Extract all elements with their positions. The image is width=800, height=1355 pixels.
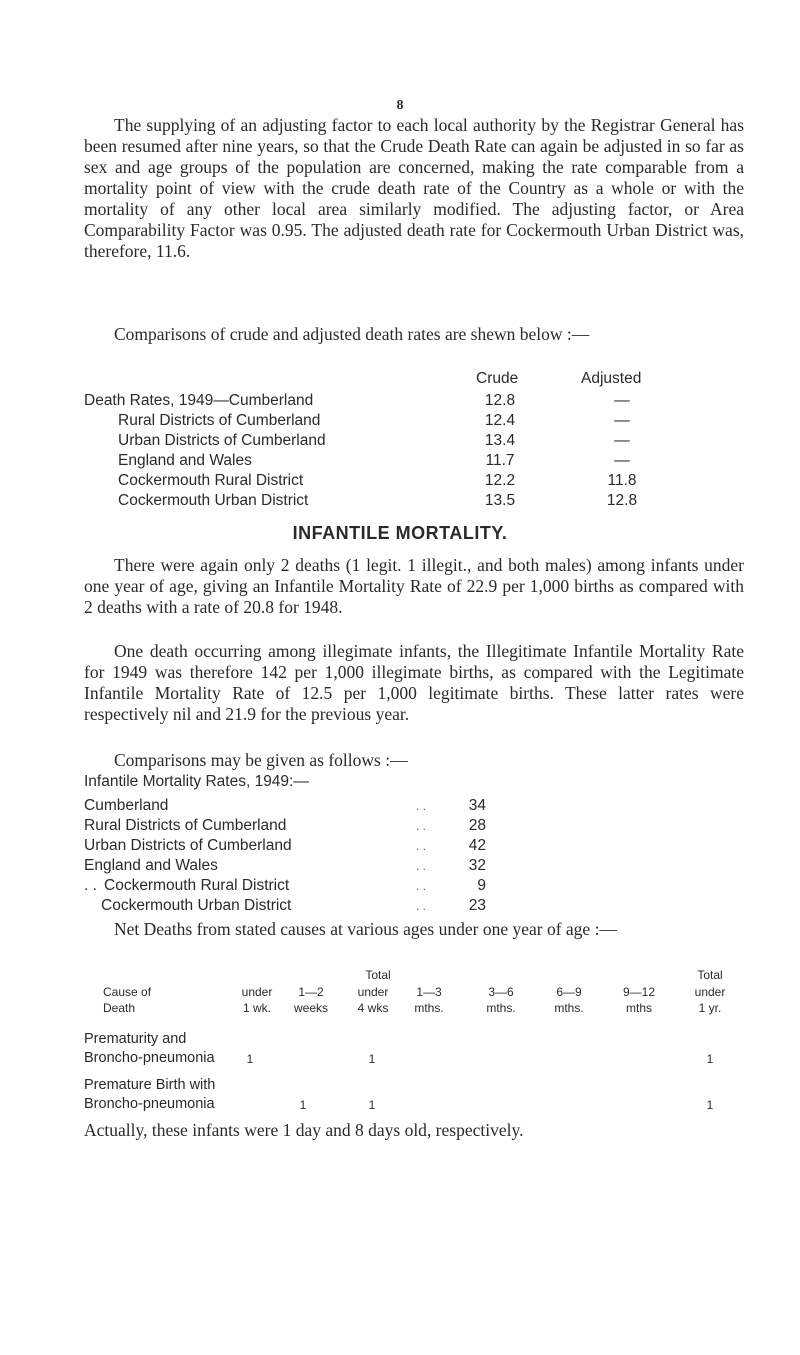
imr-value: 9 (477, 877, 486, 894)
death-rate-crude: 13.5 (484, 492, 516, 509)
header-1-3-months: 1—3 (416, 985, 442, 999)
header-6-9-months: mths. (554, 1001, 584, 1015)
header-6-9-months: 6—9 (556, 985, 582, 999)
dot-leader: . . (416, 859, 427, 873)
column-header-adjusted: Adjusted (581, 370, 642, 387)
imr-label: Urban Districts of Cumberland (84, 837, 292, 854)
header-under-1-year: 1 yr. (698, 1001, 722, 1015)
header-total: Total (697, 968, 723, 982)
header-1-2-weeks: weeks (293, 1001, 328, 1015)
death-rate-label: Cockermouth Rural District (118, 472, 304, 489)
cell-under-4-weeks: 1 (368, 1098, 376, 1112)
death-rate-crude: 13.4 (484, 432, 516, 449)
header-9-12-months: mths (625, 1001, 652, 1015)
imr-value: 28 (468, 817, 486, 834)
imr-label: England and Wales (84, 857, 218, 874)
cause-label: Broncho-pneumonia (84, 1050, 215, 1066)
cause-label: Broncho-pneumonia (84, 1096, 215, 1112)
header-1-2-weeks: 1—2 (298, 985, 324, 999)
imr-label: Cumberland (84, 797, 169, 814)
imr-value: 23 (468, 897, 486, 914)
death-rate-crude: 11.7 (485, 452, 515, 469)
dot-leader: . . (416, 839, 427, 853)
cell-under-1-year: 1 (706, 1052, 714, 1066)
column-header-crude: Crude (476, 370, 519, 387)
death-rate-label: England and Wales (118, 452, 252, 469)
header-3-6-months: 3—6 (488, 985, 514, 999)
imr-label: Rural Districts of Cumberland (84, 817, 287, 834)
death-rate-label: Cockermouth Urban District (118, 492, 309, 509)
imr-value: 32 (468, 857, 486, 874)
paragraph-illegitimate-rate: One death occurring among illegimate infants, the Illegitimate Infantile Mortality Rate for 1949 was therefore 142 per 1,000 illegimate births, as compared with the Legitimate Infantile Mortality Rate of 12.5 per 1,000 legitimate births. These latter rates were respectively nil and 21.9 for the previous year. (84, 641, 744, 724)
dot-leader: . . (416, 879, 427, 893)
paragraph-net-deaths: Net Deaths from stated causes at various ages under one year of age :— (114, 919, 617, 939)
death-rate-adjusted: — (614, 412, 630, 429)
paragraph-infant-deaths: There were again only 2 deaths (1 legit. 1 illegit., and both males) among infants under one year of age, giving an Infantile Mortality Rate of 22.9 per 1,000 births as compared with 2 deaths with a rate of 20.8 for 1948. (84, 555, 744, 617)
dot-leader: . . (416, 799, 427, 813)
imr-value: 42 (468, 837, 486, 854)
death-rate-adjusted: 12.8 (606, 492, 638, 509)
cause-label: Premature Birth with (84, 1077, 216, 1093)
imr-title: Infantile Mortality Rates, 1949:— (84, 773, 309, 790)
death-rate-label: Rural Districts of Cumberland (118, 412, 321, 429)
header-under-1-week: 1 wk. (242, 1001, 271, 1015)
imr-prefix: . . (84, 877, 97, 894)
death-rate-crude: 12.2 (484, 472, 516, 489)
death-rate-crude: 12.8 (484, 392, 516, 409)
cell-under-4-weeks: 1 (368, 1052, 376, 1066)
cause-label: Prematurity and (84, 1031, 187, 1047)
paragraph-infant-ages: Actually, these infants were 1 day and 8 days old, respectively. (84, 1120, 524, 1140)
cell-under-1-week: 1 (246, 1052, 254, 1066)
header-9-12-months: 9—12 (622, 985, 656, 999)
header-under-1-week: under (241, 985, 273, 999)
header-total: Total (365, 968, 391, 982)
page-number: 8 (396, 98, 404, 113)
paragraph-adjusting-factor: The supplying of an adjusting factor to each local authority by the Registrar General has been resumed after nine years, so that the Crude Death Rate can again be adjusted in so far as sex and age groups of the population are concerned, making the rate comparable from a mortality point of view with the crude death rate of the Country as a whole or with the mortality of any other local area similarly modified. The adjusting factor, or Area Comparability Factor was 0.95. The adjusted death rate for Cockermouth Urban District was, therefore, 11.6. (84, 115, 744, 261)
imr-label: Cockermouth Rural District (104, 877, 290, 894)
header-3-6-months: mths. (486, 1001, 516, 1015)
header-under-1-year: under (694, 985, 726, 999)
header-under-4-weeks: 4 wks (357, 1001, 389, 1015)
death-rate-adjusted: — (614, 452, 630, 469)
dot-leader: . . (416, 819, 427, 833)
paragraph-comparisons-intro: Comparisons of crude and adjusted death rates are shewn below :— (114, 324, 590, 344)
imr-label: Cockermouth Urban District (101, 897, 292, 914)
death-rate-crude: 12.4 (484, 412, 516, 429)
header-cause: Death (103, 1001, 136, 1015)
cell-under-1-year: 1 (706, 1098, 714, 1112)
header-under-4-weeks: under (357, 985, 389, 999)
header-cause: Cause of (103, 985, 152, 999)
death-rate-label: Urban Districts of Cumberland (118, 432, 326, 449)
death-rate-adjusted: 11.8 (607, 472, 637, 489)
dot-leader: . . (416, 899, 427, 913)
header-1-3-months: mths. (414, 1001, 444, 1015)
death-rate-adjusted: — (614, 432, 630, 449)
death-rate-adjusted: — (614, 392, 630, 409)
imr-value: 34 (468, 797, 486, 814)
section-heading-infantile-mortality: INFANTILE MORTALITY. (292, 523, 508, 543)
death-rate-label: Death Rates, 1949—Cumberland (84, 392, 314, 409)
paragraph-comparisons-follow: Comparisons may be given as follows :— (114, 750, 408, 770)
cell-1-2-weeks: 1 (299, 1098, 307, 1112)
